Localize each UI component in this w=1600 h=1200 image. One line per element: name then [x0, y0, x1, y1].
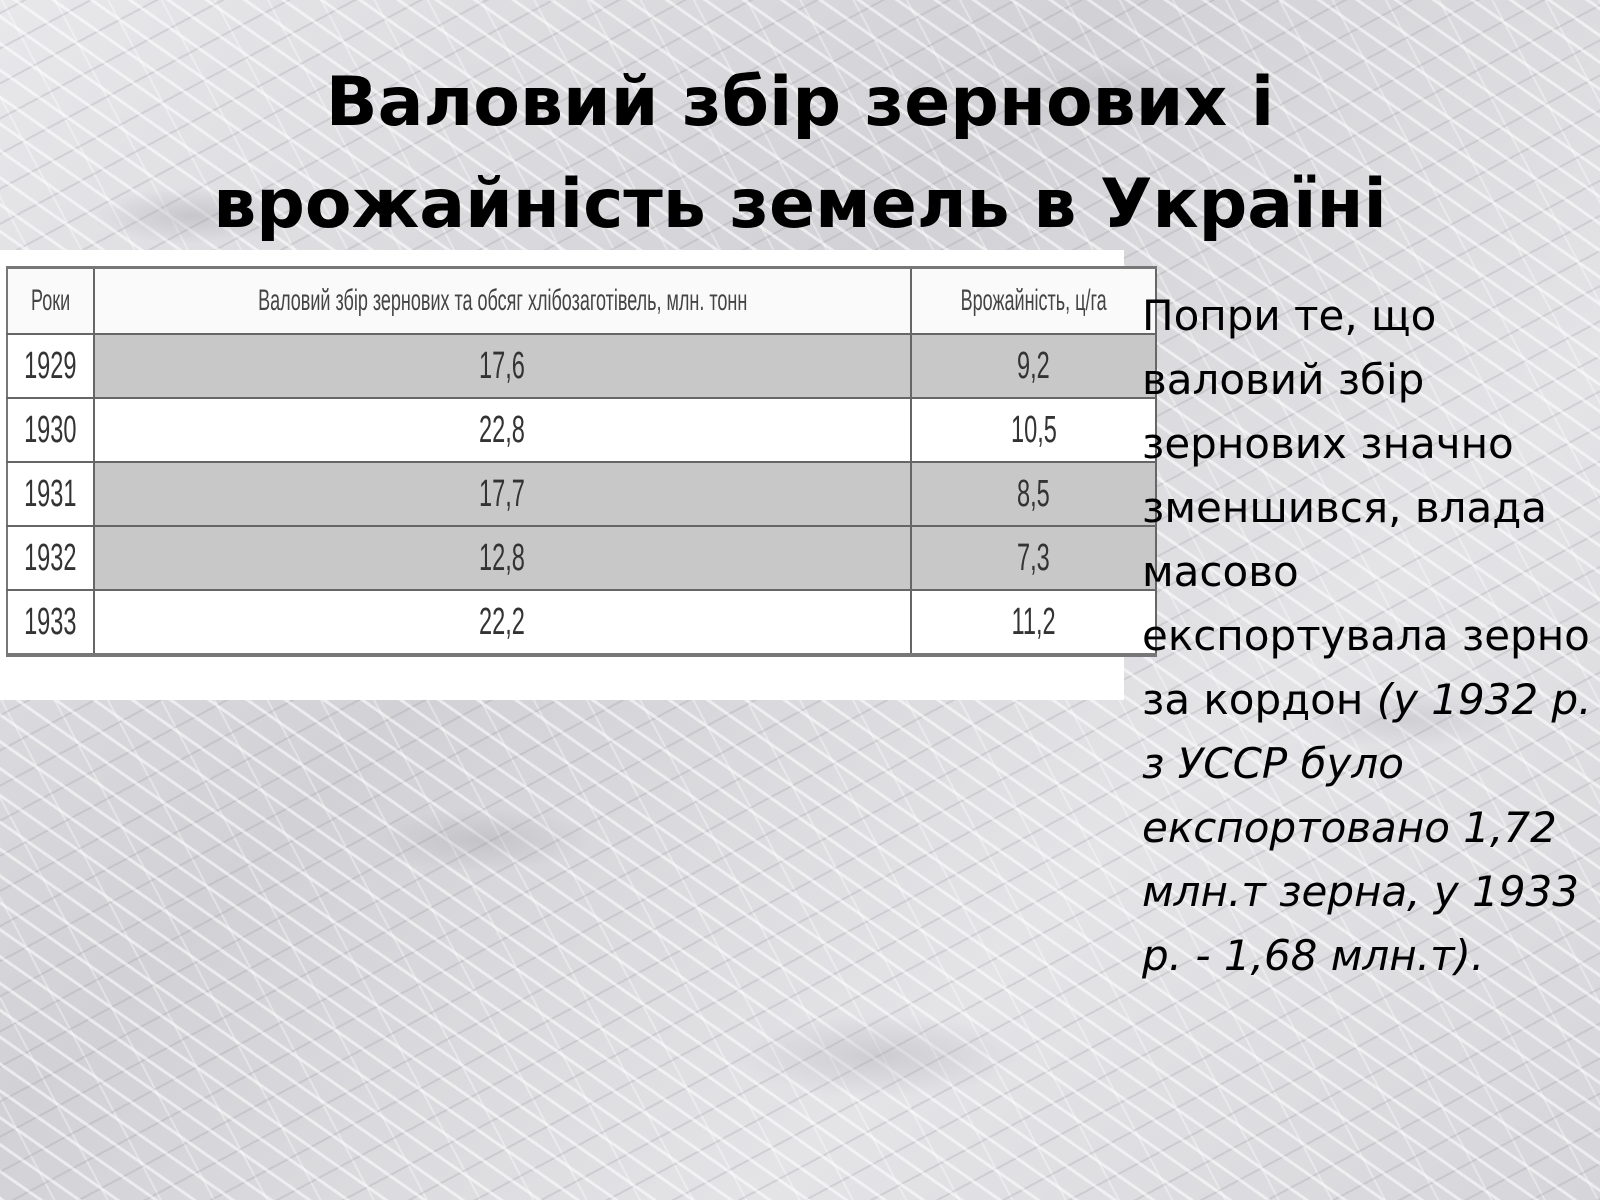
yield-cell: 9,2 [911, 334, 1156, 398]
header-years: Роки [7, 268, 94, 335]
gross-cell: 22,8 [94, 398, 911, 462]
gross-cell: 17,7 [94, 462, 911, 526]
year-cell: 1931 [7, 462, 94, 526]
gross-cell: 12,8 [94, 526, 911, 590]
year-cell: 1929 [7, 334, 94, 398]
yield-cell: 7,3 [911, 526, 1156, 590]
export-note-italic: (у 1932 р. з УССР було експортовано 1,72 млн.т зерна, у 1933 р. - 1,68 млн.т). [1142, 675, 1592, 980]
slide-title-line-2: врожайність земель в Україні [213, 165, 1387, 244]
header-gross-harvest: Валовий збір зернових та обсяг хлібозаготівель, млн. тонн [94, 268, 911, 335]
export-note-regular: Попри те, що валовий збір зернових значно зменшився, влада масово експортувала зерно за кордон [1142, 291, 1590, 724]
yield-cell: 11,2 [911, 590, 1156, 655]
slide-title-line-1: Валовий збір зернових і [325, 63, 1275, 142]
header-yield: Врожайність, ц/га [911, 268, 1156, 335]
export-note-text [1142, 284, 1592, 988]
table-row [7, 334, 1156, 398]
year-cell: 1930 [7, 398, 94, 462]
yield-cell: 8,5 [911, 462, 1156, 526]
table-header-row [7, 268, 1156, 335]
table-row [7, 590, 1156, 655]
table-row [7, 398, 1156, 462]
table-row [7, 462, 1156, 526]
yield-cell: 10,5 [911, 398, 1156, 462]
grain-harvest-table [6, 266, 1157, 657]
table-row [7, 526, 1156, 590]
grain-table-image [0, 250, 1124, 700]
slide-title [0, 52, 1600, 256]
year-cell: 1933 [7, 590, 94, 655]
gross-cell: 17,6 [94, 334, 911, 398]
year-cell: 1932 [7, 526, 94, 590]
gross-cell: 22,2 [94, 590, 911, 655]
